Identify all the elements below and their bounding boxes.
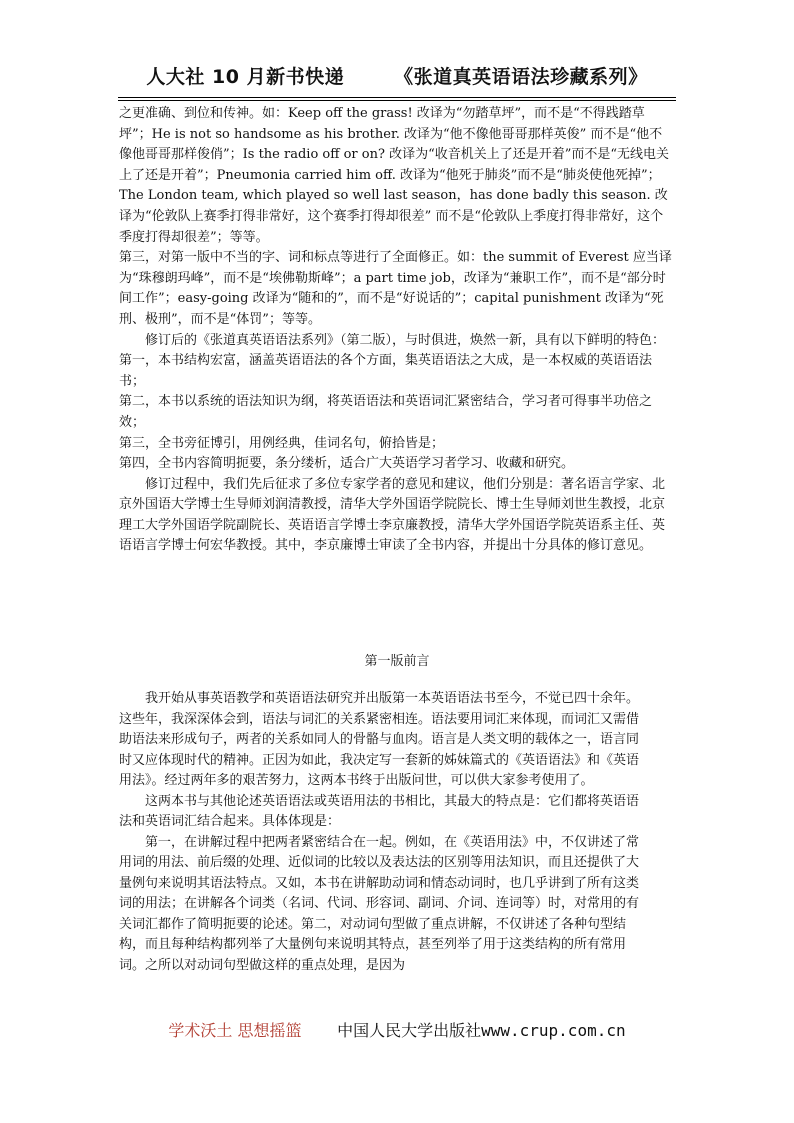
paragraph: 这两本书与其他论述英语语法或英语用法的书相比，其最大的特点是：它们都将英语语法和英语词汇结合起来。具体体现是： — [119, 793, 640, 829]
header-rule-top — [118, 97, 676, 98]
page-footer — [0, 1018, 794, 1041]
paragraph: 修订过程中，我们先后征求了多位专家学者的意见和建议，他们分别是：著名语言学家、北京外国语大学博士生导师刘润清教授，清华大学外国语学院院长、博士生导师刘世生教授，北京理工大学外国语学院副院长、英语语言学博士李京廉教授，清华大学外国语学院英语系主任、英语语言学博士何宏华教授。其中，李京廉博士审读了全书内容，并提出十分具体的修订意见。 — [119, 476, 666, 554]
first-edition-preface — [119, 689, 639, 976]
paragraph: 之更准确、到位和传神。如：Keep off the grass! 改译为“勿踏草坪”，而不是“不得践踏草坪”；He is not so handsome as his brother. 改译为“他不像他哥哥那样英俊” 而不是“他不像他哥哥那样俊俏”；Is the radio off or on? 改译为“收音机关上了还是开着”而不是“无线电关上了还是开着”；Pneumonia carried him off. 改译为“他死于肺炎”而不是“肺炎使他死掉”；The London team, which played so well last season，has done badly this season. 改译为“伦敦队上赛季打得非常好，这个赛季打得却很差” 而不是“伦敦队上季度打得非常好，这个季度打得却很差”；等等。 — [119, 106, 670, 245]
preface-title: 第一版前言 — [364, 654, 430, 669]
paragraph: 第一，在讲解过程中把两者紧密结合在一起。例如，在《英语用法》中，不仅讲述了常用词的用法、前后缀的处理、近似词的比较以及表达法的区别等用法知识，而且还提供了大量例句来说明其语法特点。又如，本书在讲解助动词和情态动词时，也几乎讲到了所有这类词的用法；在讲解各个词类（名词、代词、形容词、副词、介词、连词等）时，对常用的有关词汇都作了简明扼要的论述。第二，对动词句型做了重点讲解，不仅讲述了各种句型结构，而且每种结构都列举了大量例句来说明其特点，甚至列举了用于这类结构的所有常用词。之所以对动词句型做这样的重点处理，是因为 — [119, 834, 640, 973]
feature-item: 第一，本书结构宏富，涵盖英语语法的各个方面，集英语语法之大成，是一本权威的英语语法书； — [119, 353, 653, 389]
feature-item: 第四，全书内容简明扼要，条分缕析，适合广大英语学习者学习、收藏和研究。 — [119, 456, 575, 472]
paragraph: 第三，对第一版中不当的字、词和标点等进行了全面修正。如：the summit of Everest 应当译为“珠穆朗玛峰”，而不是“埃佛勒斯峰”；a part time job，改译为“兼职工作”，而不是“部分时间工作”；easy-going 改译为“随和的”，而不是“好说话的”；capital punishment 改译为“死刑、极刑”，而不是“体罚”；等等。 — [119, 250, 672, 327]
header-left-title: 人大社 10 月新书快递 — [146, 66, 345, 88]
header-series-title: 《张道真英语语法珍藏系列》 — [394, 66, 648, 88]
paragraph: 修订后的《张道真英语语法系列》（第二版），与时俱进，焕然一新，具有以下鲜明的特色： — [145, 332, 666, 348]
header-rule-bottom — [118, 100, 676, 101]
footer-publisher: 中国人民大学出版社 — [337, 1021, 482, 1040]
page-header — [0, 62, 794, 89]
feature-item: 第二，本书以系统的语法知识为纲，将英语语法和英语词汇紧密结合，学习者可得事半功倍之效； — [119, 394, 653, 430]
footer-slogan: 学术沃土 思想摇篮 — [168, 1021, 302, 1040]
paragraph: 我开始从事英语教学和英语语法研究并出版第一本英语语法书至今，不觉已四十余年。这些年，我深深体会到，语法与词汇的关系紧密相连。语法要用词汇来体现，而词汇又需借助语法来形成句子，两者的关系如同人的骨骼与血肉。语言是人类文明的载体之一，语言同时又应体现时代的精神。正因为如此，我决定写一套新的姊妹篇式的《英语语法》和《英语用法》。经过两年多的艰苦努力，这两本书终于出版问世，可以供大家参考使用了。 — [119, 691, 640, 788]
footer-url: www.crup.com.cn — [481, 1021, 626, 1040]
revision-notes — [119, 104, 675, 557]
feature-item: 第三，全书旁征博引，用例经典，佳词名句，俯拾皆是； — [119, 435, 445, 451]
